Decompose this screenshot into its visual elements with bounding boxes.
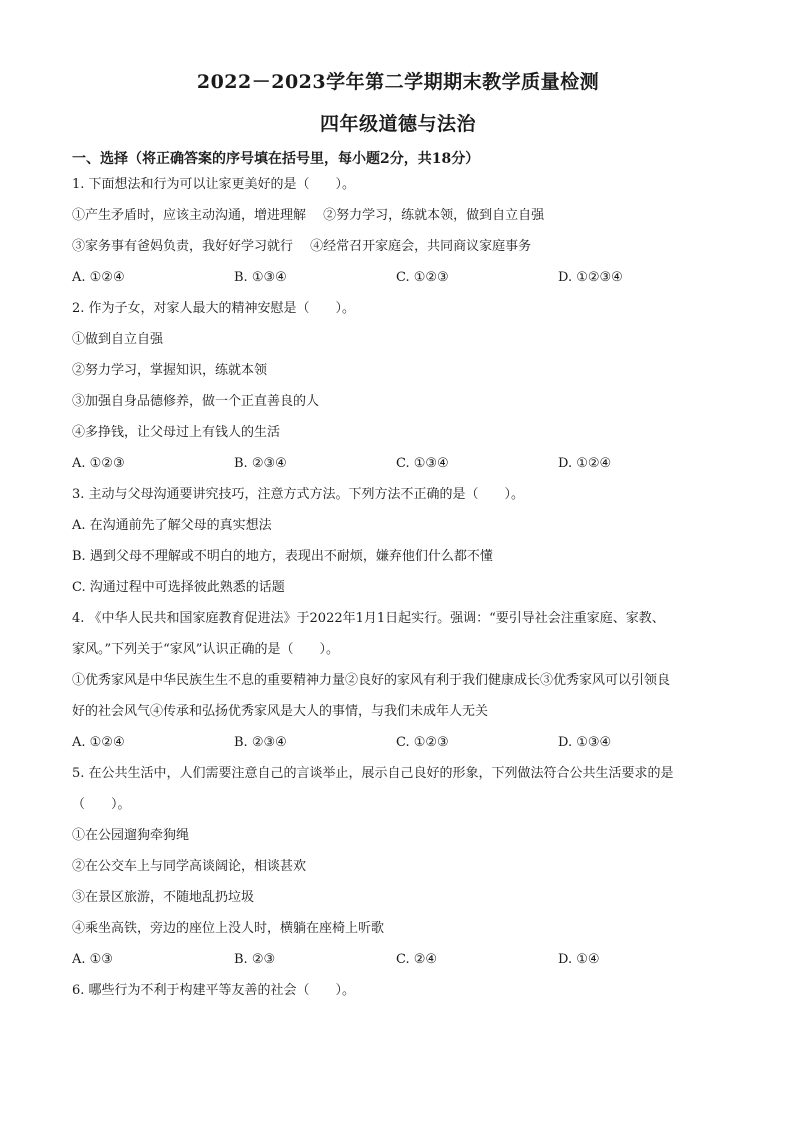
question-line: 家风。”下列关于“家风”认识正确的是（ ）。 bbox=[72, 642, 339, 657]
question-line: ①做到自立自强 bbox=[72, 332, 164, 347]
option-c[interactable]: C. ①③④ bbox=[396, 456, 449, 471]
question-line: ②在公交车上与同学高谈阔论，相谈甚欢 bbox=[72, 859, 307, 874]
question-stem: 2. 作为子女，对家人最大的精神安慰是（ ）。 bbox=[72, 301, 356, 316]
question-line: ②努力学习，掌握知识，练就本领 bbox=[72, 363, 268, 378]
option-c[interactable]: C. ①②③ bbox=[396, 270, 449, 285]
question-line: ④多挣钱，让父母过上有钱人的生活 bbox=[72, 425, 281, 440]
option-b[interactable]: B. ①③④ bbox=[234, 270, 287, 285]
option-b[interactable]: B. 遇到父母不理解或不明白的地方，表现出不耐烦，嫌弃他们什么都不懂 bbox=[72, 549, 493, 564]
exam-subtitle: 四年级道德与法治 bbox=[319, 113, 476, 135]
question-5 bbox=[72, 759, 724, 976]
question-stem: 6. 哪些行为不利于构建平等友善的社会（ ）。 bbox=[72, 983, 356, 998]
option-d[interactable]: D. ①③④ bbox=[558, 735, 612, 750]
option-d[interactable]: D. ①④ bbox=[558, 952, 600, 967]
question-stem: 3. 主动与父母沟通要讲究技巧，注意方式方法。下列方法不正确的是（ ）。 bbox=[72, 487, 525, 502]
option-a[interactable]: A. ①②④ bbox=[72, 735, 125, 750]
question-line: ④乘坐高铁，旁边的座位上没人时，横躺在座椅上听歌 bbox=[72, 921, 385, 936]
section-heading: 一、选择（将正确答案的序号填在括号里，每小题2分，共18分） bbox=[72, 151, 480, 167]
option-c[interactable]: C. ②④ bbox=[396, 952, 438, 967]
option-a[interactable]: A. ①③ bbox=[72, 952, 113, 967]
question-line: ③家务事有爸妈负责，我好好学习就行 ④经常召开家庭会，共同商议家庭事务 bbox=[72, 239, 532, 254]
option-a[interactable]: A. ①②④ bbox=[72, 270, 125, 285]
option-c[interactable]: C. ①②③ bbox=[396, 735, 449, 750]
question-stem: 5. 在公共生活中，人们需要注意自己的言谈举止，展示自己良好的形象，下列做法符合公共生活要求的是 bbox=[72, 766, 674, 781]
answer-options bbox=[72, 945, 724, 976]
question-line: ①在公园遛狗牵狗绳 bbox=[72, 828, 190, 843]
question-stem: 4. 《中华人民共和国家庭教育促进法》于2022年1月1日起实行。强调：“要引导社会注重家庭、家教、 bbox=[72, 611, 665, 626]
question-2 bbox=[72, 294, 724, 480]
question-4 bbox=[72, 604, 724, 759]
question-line: ①优秀家风是中华民族生生不息的重要精神力量②良好的家风有利于我们健康成长③优秀家风可以引领良 bbox=[72, 673, 671, 688]
option-b[interactable]: B. ②③ bbox=[234, 952, 276, 967]
question-line: 好的社会风气④传承和弘扬优秀家风是大人的事情，与我们未成年人无关 bbox=[72, 704, 489, 719]
question-6 bbox=[72, 976, 724, 1007]
question-stem: 1. 下面想法和行为可以让家更美好的是（ ）。 bbox=[72, 177, 356, 192]
option-c[interactable]: C. 沟通过程中可选择彼此熟悉的话题 bbox=[72, 580, 285, 595]
answer-options bbox=[72, 449, 724, 480]
question-line: （ ）。 bbox=[72, 797, 131, 812]
question-line: ③在景区旅游，不随地乱扔垃圾 bbox=[72, 890, 255, 905]
option-a[interactable]: A. 在沟通前先了解父母的真实想法 bbox=[72, 518, 272, 533]
option-b[interactable]: B. ②③④ bbox=[234, 735, 287, 750]
option-a[interactable]: A. ①②③ bbox=[72, 456, 125, 471]
answer-options bbox=[72, 263, 724, 294]
option-d[interactable]: D. ①②④ bbox=[558, 456, 612, 471]
option-b[interactable]: B. ②③④ bbox=[234, 456, 287, 471]
question-1 bbox=[72, 170, 724, 294]
answer-options bbox=[72, 728, 724, 759]
option-d[interactable]: D. ①②③④ bbox=[558, 270, 623, 285]
question-3 bbox=[72, 480, 724, 604]
question-line: ③加强自身品德修养，做一个正直善良的人 bbox=[72, 394, 320, 409]
question-line: ①产生矛盾时，应该主动沟通，增进理解 ②努力学习，练就本领，做到自立自强 bbox=[72, 208, 545, 223]
exam-title: 2022－2023学年第二学期期末教学质量检测 bbox=[196, 71, 600, 93]
